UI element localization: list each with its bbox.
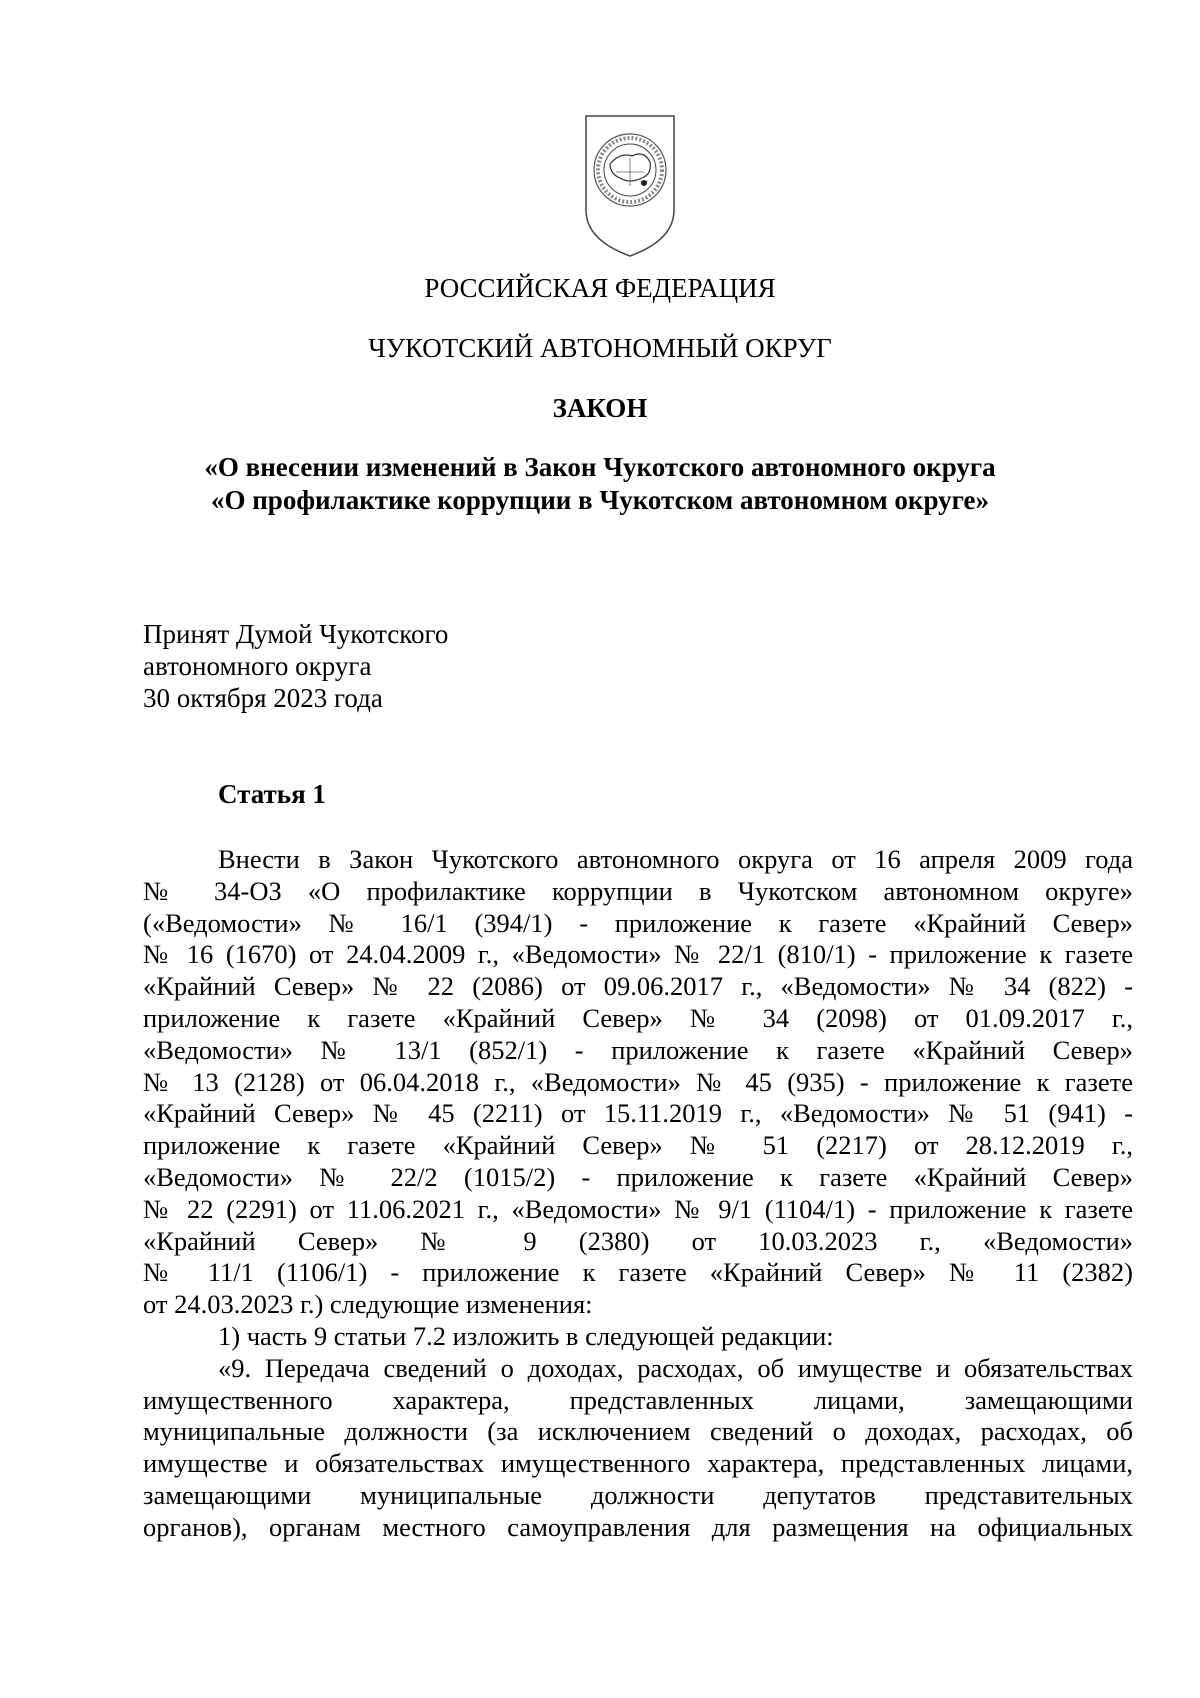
body-line: приложение к газете «Крайний Север» № 51 (2217) от 28.12.2019 г., — [143, 1130, 1133, 1161]
body-line: «Ведомости» № 13/1 (852/1) - приложение к газете «Крайний Север» — [143, 1034, 1133, 1065]
body-line: 1) часть 9 статьи 7.2 изложить в следующей редакции: — [218, 1320, 834, 1351]
body-line: «Крайний Север» № 45 (2211) от 15.11.2019 г., «Ведомости» № 51 (941) - — [143, 1098, 1133, 1129]
body-line: от 24.03.2023 г.) следующие изменения: — [143, 1289, 593, 1320]
law-title-line-2: «О профилактике коррупции в Чукотском автономном округе» — [211, 485, 989, 515]
body-line: «Крайний Север» № 9 (2380) от 10.03.2023 г., «Ведомости» — [143, 1225, 1133, 1256]
body-line: («Ведомости» № 16/1 (394/1) - приложение к газете «Крайний Север» — [143, 907, 1133, 938]
body-line: органов), органам местного самоуправления для размещения на официальных — [143, 1511, 1133, 1542]
body-line: имущественного характера, представленных лицами, замещающими — [143, 1384, 1133, 1415]
body-line: № 22 (2291) от 11.06.2021 г., «Ведомости» № 9/1 (1104/1) - приложение к газете — [143, 1193, 1133, 1224]
body-line: «Ведомости» № 22/2 (1015/2) - приложение к газете «Крайний Север» — [143, 1161, 1133, 1192]
body-line: имуществе и обязательствах имущественного характера, представленных лицами, — [143, 1448, 1133, 1479]
document-type: ЗАКОН — [552, 393, 648, 423]
body-line: № 13 (2128) от 06.04.2018 г., «Ведомости» № 45 (935) - приложение к газете — [143, 1066, 1133, 1097]
body-line: «9. Передача сведений о доходах, расходах, об имуществе и обязательствах — [218, 1352, 1133, 1383]
body-line: муниципальные должности (за исключением сведений о доходах, расходах, об — [143, 1416, 1133, 1447]
adoption-line-3: 30 октября 2023 года — [143, 683, 383, 713]
body-line: приложение к газете «Крайний Север» № 34 (2098) от 01.09.2017 г., — [143, 1002, 1133, 1033]
country-name: РОССИЙСКАЯ ФЕДЕРАЦИЯ — [424, 273, 776, 303]
law-title-line-1: «О внесении изменений в Закон Чукотского автономного округа — [204, 452, 996, 482]
article-body — [143, 844, 1133, 1544]
body-line: № 16 (1670) от 24.04.2009 г., «Ведомости» № 22/1 (810/1) - приложение к газете — [143, 939, 1133, 970]
body-line: Внести в Закон Чукотского автономного округа от 16 апреля 2009 года — [218, 844, 1133, 874]
coat-of-arms-icon — [580, 112, 680, 262]
region-name: ЧУКОТСКИЙ АВТОНОМНЫЙ ОКРУГ — [368, 333, 832, 363]
adoption-note — [143, 618, 448, 714]
adoption-line-1: Принят Думой Чукотского — [143, 619, 449, 649]
body-line: «Крайний Север» № 22 (2086) от 09.06.2017 г., «Ведомости» № 34 (822) - — [143, 971, 1133, 1002]
body-line: № 11/1 (1106/1) - приложение к газете «Крайний Север» № 11 (2382) — [143, 1257, 1133, 1288]
adoption-line-2: автономного округа — [143, 651, 372, 681]
body-line: № 34-ОЗ «О профилактике коррупции в Чукотском автономном округе» — [143, 875, 1133, 906]
article-heading: Статья 1 — [218, 779, 326, 809]
body-line: замещающими муниципальные должности депутатов представительных — [143, 1479, 1133, 1510]
